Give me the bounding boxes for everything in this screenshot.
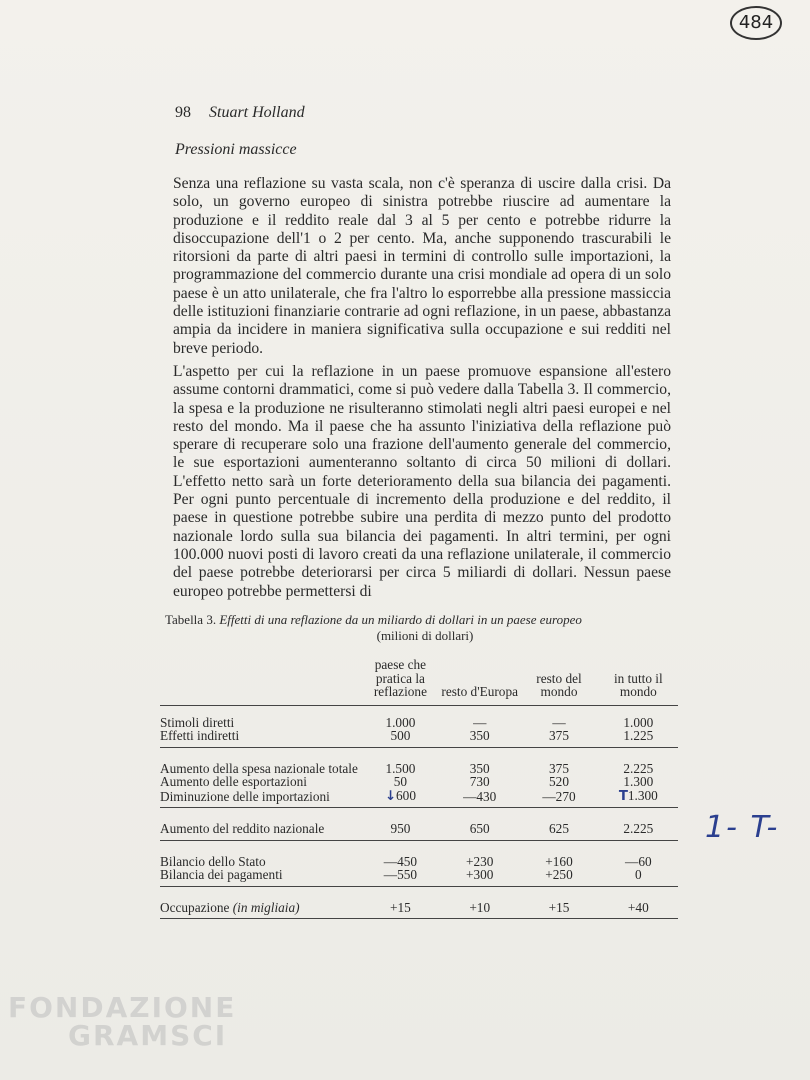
cell-value: 600 [396,787,416,803]
table-cell: +160 [545,853,573,869]
table-cell: 730 [469,774,490,789]
handwritten-margin-annotation: 1- T- [705,810,780,845]
table-cell: 375 [549,760,569,776]
table-row [160,729,678,747]
table-row [160,789,678,808]
table-cell: 350 [469,760,490,776]
table-row [160,868,678,886]
table-row [160,840,678,868]
page-number: 98 [175,104,191,121]
table-cell [599,789,678,808]
table-cell: +15 [361,886,440,919]
column-header: resto del mondo [519,642,598,705]
watermark-line: FONDAZIONE [8,991,237,1024]
table-cell: 1.000 [385,714,416,730]
table-row [160,705,678,729]
table-cell: 520 [549,774,569,789]
row-label: Aumento della spesa nazionale totale [160,760,358,776]
table-cell: +40 [599,886,678,919]
caption-title: Effetti di una reflazione da un miliardo di dollari in un paese europeo [219,612,582,627]
table-cell: 375 [519,729,598,747]
table-header-row [160,642,678,705]
handwritten-t-mark: T [618,788,628,804]
table-cell: 650 [440,808,519,841]
table-cell: —270 [519,789,598,808]
table-cell: 0 [599,868,678,886]
column-header: paese che pratica la reflazione [361,642,440,705]
row-label: Bilancio dello Stato [160,853,266,869]
watermark-line: GRAMSCI [68,1019,228,1052]
table-cell: 1.225 [599,729,678,747]
paragraph: L'aspetto per cui la reflazione in un paese promuove espansione all'estero assume contorni drammatici, come si può vedere dalla Tabella 3. Il commercio, la spesa e la produzione ne risulteranno stimolati negli altri paesi europei e nel resto del mondo. Ma il paese che ha assunto l'iniziativa della reflazione può sperare di recuperare solo una frazione dell'aumento generale del commercio, le sue esportazioni aumenteranno soltanto di circa 50 milioni di dollari. L'effetto netto sarà un forte deterioramento della sua bilancia dei pagamenti. Per ogni punto percentuale di incremento della produzione e del reddito, il paese in questione potrebbe subire una perdita di mezzo punto del prodotto nazionale lordo sulla sua bilancia dei pagamenti. In altri termini, per ogni 100.000 nuovi posti di lavoro creati da una reflazione unilaterale, il commercio del paese potrebbe deteriorarsi per circa 5 miliardi di dollari. Nessun paese europeo potrebbe permettersi di [173,363,671,600]
table-row [160,775,678,789]
table-caption [165,612,685,643]
table-cell: +10 [440,886,519,919]
column-header: resto d'Europa [440,642,519,705]
table-cell [361,789,440,808]
table-cell: 500 [361,729,440,747]
caption-units: (milioni di dollari) [376,628,474,643]
archive-stamp: 484 [730,6,782,40]
row-label-unit: (in migliaia) [232,899,300,915]
row-label: Diminuzione delle importazioni [160,789,361,808]
table-cell: — [552,714,566,730]
row-label: Effetti indiretti [160,729,361,747]
table-cell: +15 [519,886,598,919]
paragraph: Senza una reflazione su vasta scala, non c'è speranza di uscire dalla crisi. Da solo, un governo europeo di sinistra potrebbe riuscire ad aumentare la produzione e il reddito reale dal 3 al 5 per cento e potrebbe ridurre la disoccupazione dell'1 o 2 per cento. Ma, anche supponendo trascurabili le ritorsioni da parte di altri paesi in termini di controllo sulle importazioni, la programmazione del commercio durante una crisi mondiale ad opera di un solo paese è un atto unilaterale, che fra l'altro lo esporrebbe alla pressione massiccia delle istituzioni finanziarie contrarie ad ogni reflazione, in un paese, abbastanza ampia da incidere in maniera significativa sulla occupazione e sui redditi nel breve periodo. [173,175,671,357]
table-cell: —550 [361,868,440,886]
table-cell: 625 [519,808,598,841]
author-name: Stuart Holland [209,104,305,121]
table-cell: 950 [361,808,440,841]
running-header [175,104,305,122]
table-cell: —60 [625,853,652,869]
row-label: Aumento delle esportazioni [160,774,307,789]
row-label: Aumento del reddito nazionale [160,808,361,841]
table-cell: —450 [383,853,418,869]
table-cell: —430 [440,789,519,808]
handwritten-arrow-mark: ↓ [384,788,397,804]
table-cell: 1.300 [623,774,654,789]
column-header: in tutto il mondo [599,642,678,705]
table-cell: +250 [519,868,598,886]
table-cell: 2.225 [623,760,654,776]
table-cell: 1.000 [623,714,654,730]
table-row [160,747,678,775]
table-cell: 50 [393,774,408,789]
table-cell: 1.500 [385,760,416,776]
section-title: Pressioni massicce [175,141,297,158]
table-cell: 350 [440,729,519,747]
row-label-main: Occupazione [160,899,230,915]
table-row [160,808,678,841]
cell-value: 1.300 [627,787,658,803]
archive-watermark [8,991,237,1052]
header-cell-empty [160,642,361,705]
row-label: Stimoli diretti [160,714,235,730]
table-row [160,886,678,919]
table-cell: +230 [465,853,494,869]
caption-label: Tabella 3. [165,612,217,627]
table-cell: — [473,714,487,730]
row-label [160,886,361,919]
table-cell: +300 [440,868,519,886]
data-table [160,642,678,919]
row-label: Bilancia dei pagamenti [160,868,361,886]
table-cell: 2.225 [599,808,678,841]
